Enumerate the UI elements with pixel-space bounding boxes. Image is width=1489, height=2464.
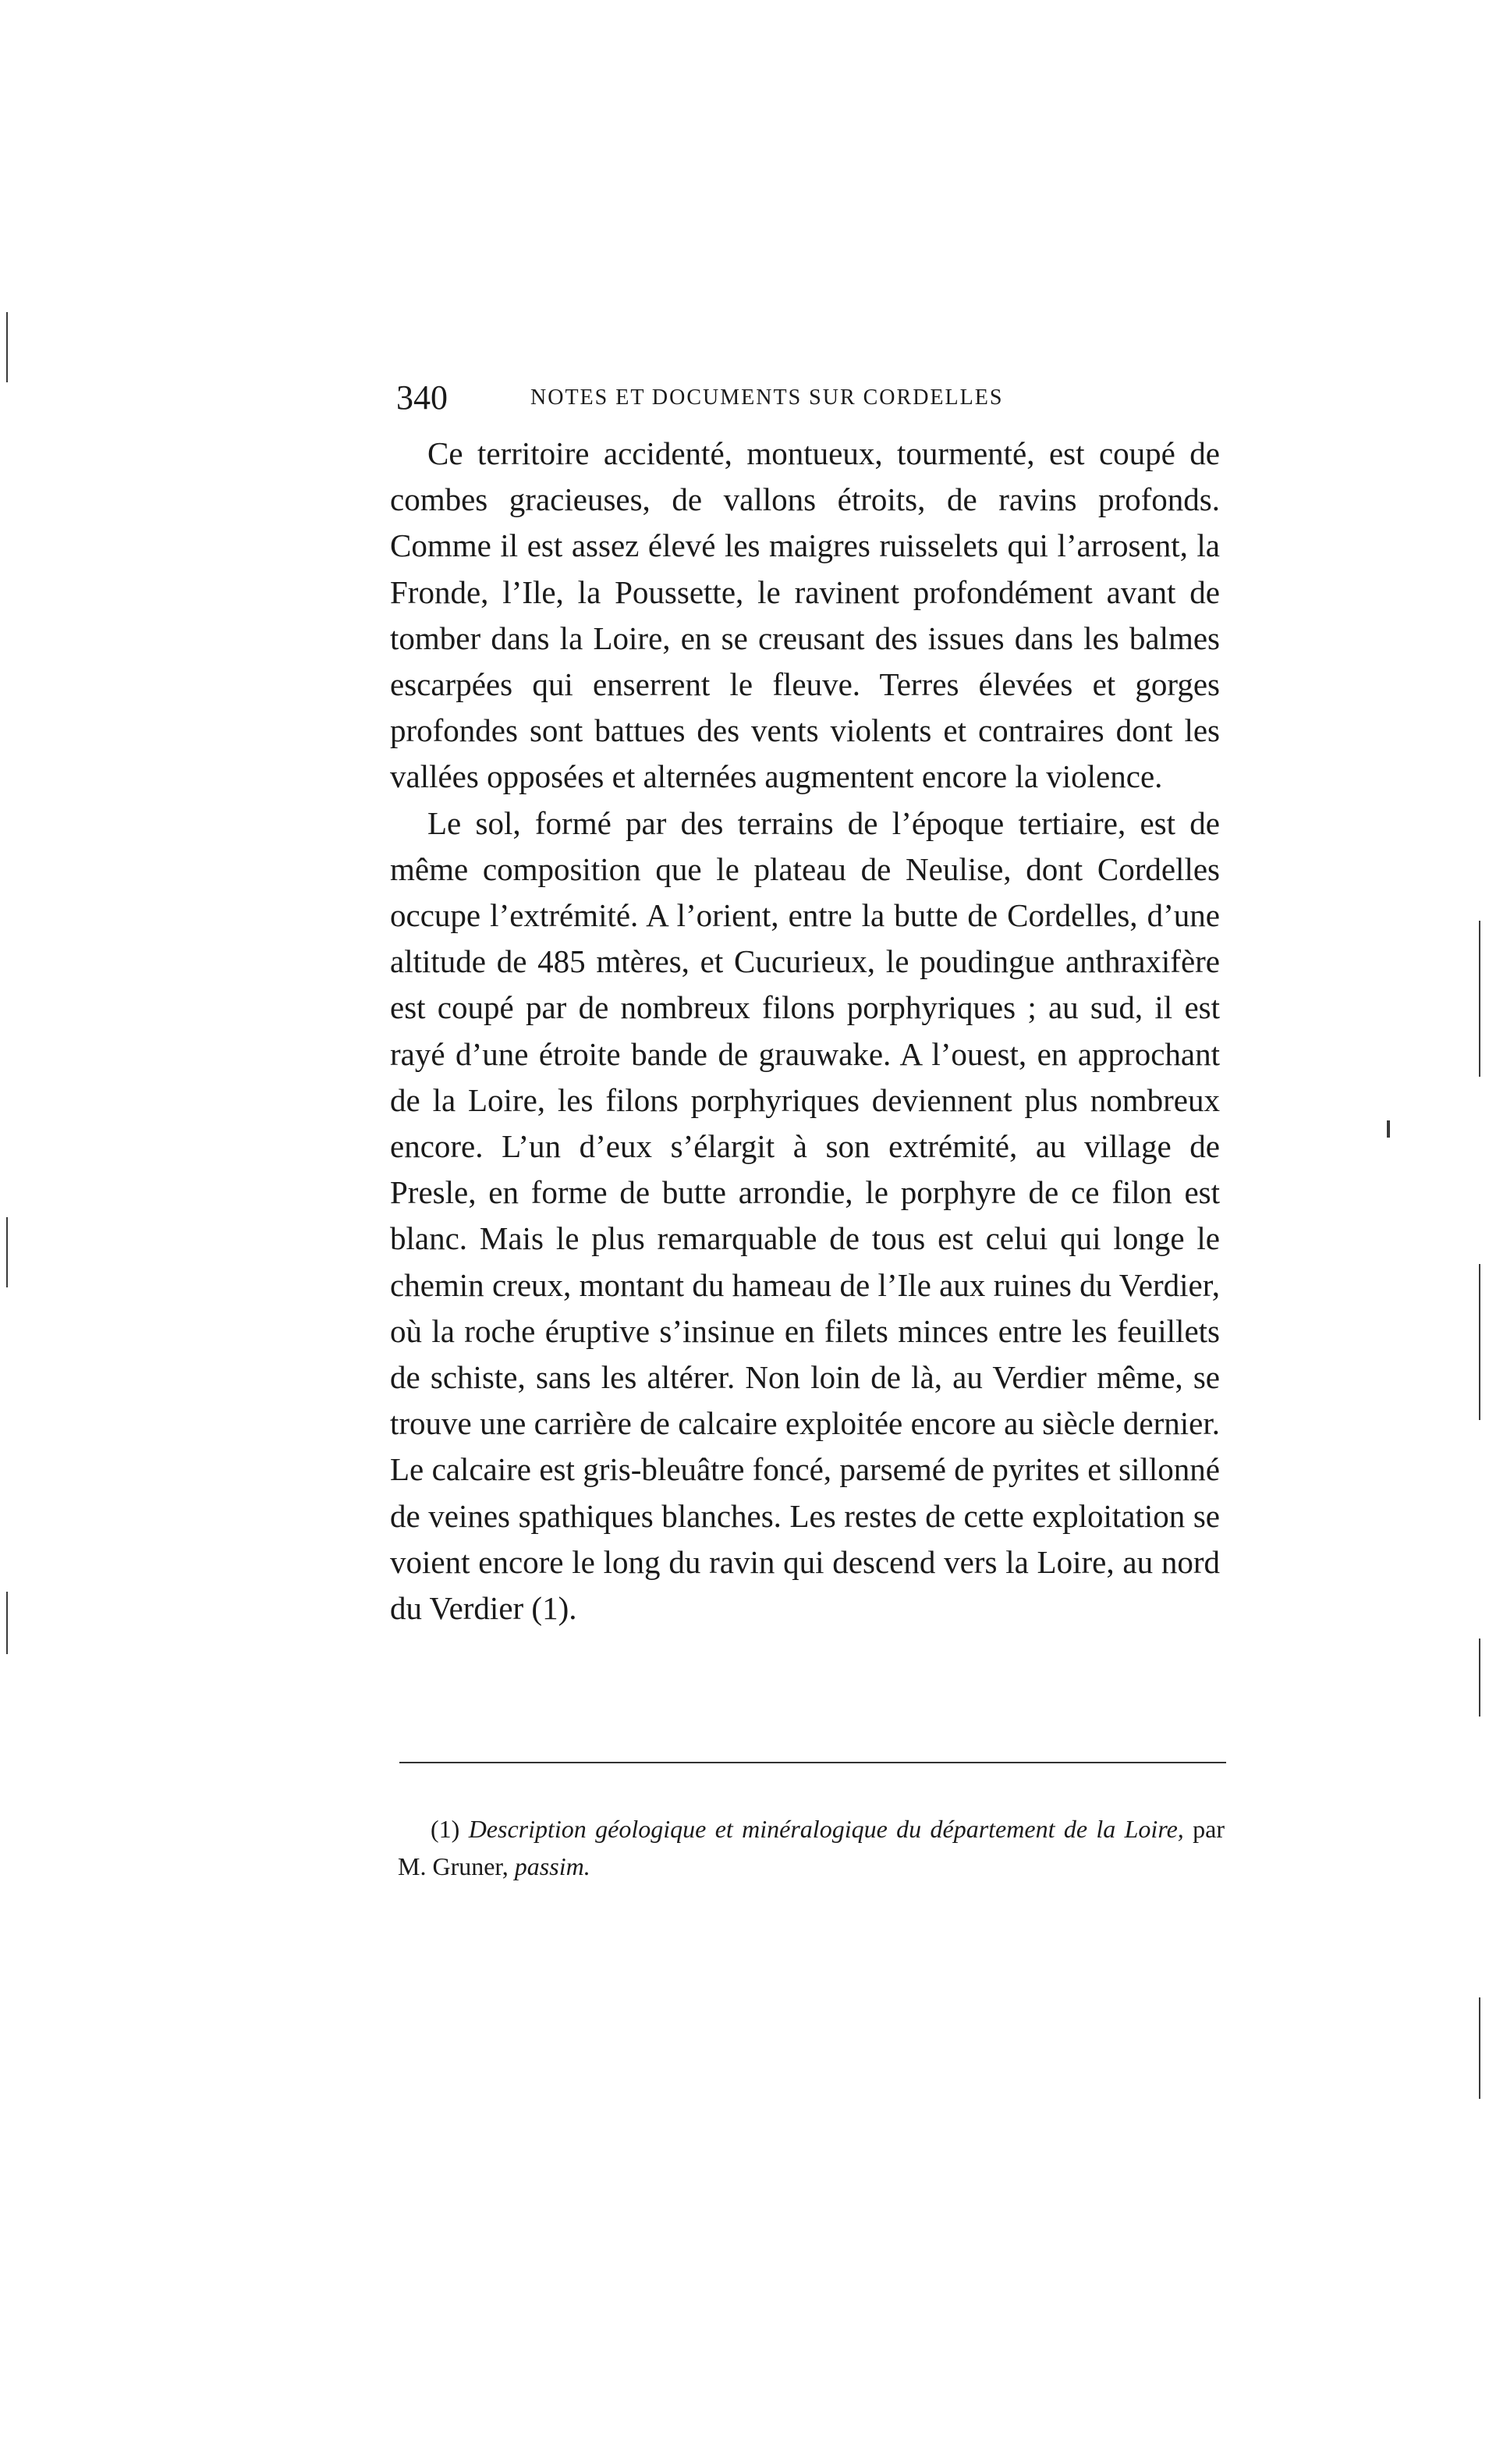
footnote [398,1810,1225,1885]
footnote-reference-title: Description géologique et minéralogique du département de la Loire, [468,1815,1184,1843]
body-text [390,431,1220,1631]
footnote-author: par M. Gruner, [398,1815,1225,1880]
scan-edge-mark [1479,1264,1480,1420]
page-number: 340 [396,378,448,417]
scan-edge-mark [1387,1120,1390,1138]
footnote-divider [399,1762,1226,1763]
scan-edge-mark [6,312,8,382]
scan-edge-mark [6,1217,8,1287]
paragraph: Le sol, formé par des terrains de l’époque tertiaire, est de même composition que le plateau de Neulise, dont Cordelles occupe l’extrémité. A l’orient, entre la butte de Cordelles, d’une altitude de 485 mtères, et Cucurieux, le poudingue anthraxifère est coupé par de nombreux filons porphyriques ; au sud, il est rayé d’une étroite bande de grauwake. A l’ouest, en approchant de la Loire, les filons porphyriques deviennent plus nombreux encore. L’un d’eux s’élargit à son extrémité, au village de Presle, en forme de butte arrondie, le porphyre de ce filon est blanc. Mais le plus remarquable de tous est celui qui longe le chemin creux, montant du hameau de l’Ile aux ruines du Verdier, où la roche éruptive s’insinue en filets minces entre les feuillets de schiste, sans les altérer. Non loin de là, au Verdier même, se trouve une carrière de calcaire exploitée encore au siècle dernier. Le calcaire est gris-bleuâtre foncé, parsemé de pyrites et sillonné de veines spathiques blanches. Les restes de cette exploitation se voient encore le long du ravin qui descend vers la Loire, au nord du Verdier (1). [390,804,1220,1627]
running-title: NOTES ET DOCUMENTS SUR CORDELLES [530,385,1004,410]
scan-edge-mark [1479,1639,1480,1717]
scan-edge-mark [1479,1997,1480,2099]
paragraph: Ce territoire accidenté, montueux, tourmenté, est coupé de combes gracieuses, de vallons étroits, de ravins profonds. Comme il est assez élevé les maigres ruisselets qui l’arrosent, la Fronde, l’Ile, la Poussette, le ravinent profondément avant de tomber dans la Loire, en se creusant des issues dans les balmes escarpées qui enserrent le fleuve. Terres élevées et gorges profondes sont battues des vents violents et contraires dont les vallées opposées et alternées augmentent encore la violence. [390,435,1220,795]
footnote-passim: passim. [514,1852,590,1880]
footnote-marker: (1) [431,1815,460,1843]
page-header [390,375,1220,421]
scan-edge-mark [6,1592,8,1654]
scan-edge-mark [1479,921,1480,1077]
